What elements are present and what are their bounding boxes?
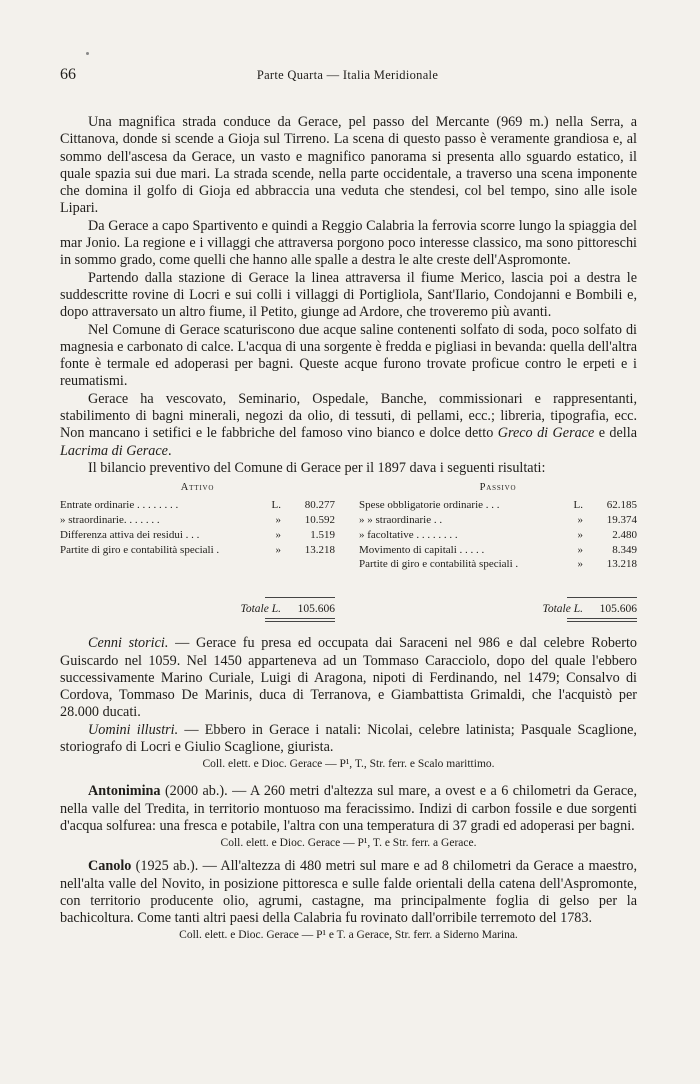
- passivo-heading: Passivo: [479, 482, 517, 494]
- section-lead: Uomini illustri.: [88, 721, 179, 738]
- gerace-info-line: Coll. elett. e Dioc. Gerace — P¹, T., Str. ferr. e Scalo marittimo.: [202, 758, 495, 771]
- attivo-total: Totale L. 105.606: [240, 603, 335, 616]
- antonimina-info-line: Coll. elett. e Dioc. Gerace — P¹, T. e Str. ferr. a Gerace.: [220, 837, 477, 850]
- paragraph-uomini-illustri: Uomini illustri. — Ebbero in Gerace i natali: Nicolai, celebre latinista; Pasquale Scaglione, storiografo di Locri e Giulio Scaglione, giurista.: [60, 721, 637, 756]
- passivo-row: Spese obbligatorie ordinarie . . . L. 62.185: [359, 499, 637, 512]
- section-lead: Cenni storici.: [88, 635, 169, 652]
- paragraph-ferrovia: Da Gerace a capo Spartivento e quindi a Reggio Calabria la ferrovia scorre lungo la spiaggia del mar Jonio. La regione e i villaggi che attraversa porgono poco interesse classico, ma sono pittoreschi in sommo grado, come quelli che hanno alle spalle a destra le alte creste dell'Aspromonte.: [60, 217, 637, 269]
- passivo-column: [359, 479, 637, 616]
- total-double-rule: [567, 618, 637, 622]
- attivo-heading: Attivo: [180, 482, 215, 494]
- passivo-row: » » straordinarie . . » 19.374: [359, 514, 637, 527]
- paragraph-acque: Nel Comune di Gerace scaturiscono due acque saline contenenti solfato di soda, poco solfato di magnesia e carbonato di calce. L'acqua di una sorgente è fredda e pigliasi in bevanda: quella dell'altra fonte è termale ed adoperasi per bagni. Queste acque furono trovate proficue contro le erpeti e i reumatismi.: [60, 321, 637, 390]
- wine-name-greco: Greco di Gerace: [497, 425, 595, 442]
- paragraph-strada: Una magnifica strada conduce da Gerace, pel passo del Mercante (969 m.) nella Serra, a Cittanova, donde si scende a Gioja sul Tirreno. La scena di questo passo è veramente grandiosa e, al sommo dell'ascesa da Gerace, un vasto e magnifico panorama si presenta allo sguardo estatico, il quale spazia sui due mari. La strada scende, nella parte occidentale, a traverso una scena imponente che domina il golfo di Gioja ed abbraccia una veduta che stendesi, col bel tempo, sino alle isole Lipari.: [60, 114, 637, 217]
- passivo-total: Totale L. 105.606: [542, 603, 637, 616]
- page-number: 66: [60, 66, 76, 83]
- entry-name: Canolo: [88, 858, 132, 875]
- passivo-row: Partite di giro e contabilità speciali . » 13.218: [359, 558, 637, 571]
- passivo-row: Movimento di capitali . . . . . » 8.349: [359, 543, 637, 556]
- attivo-column: [60, 479, 335, 616]
- attivo-row: Partite di giro e contabilità speciali . » 13.218: [60, 543, 335, 556]
- page-header: [60, 66, 635, 86]
- attivo-row: » straordinarie. . . . . . . » 10.592: [60, 514, 335, 527]
- wine-name-lacrima: Lacrima di Gerace: [60, 442, 168, 459]
- paragraph-stazione: Partendo dalla stazione di Gerace la linea attraversa il fiume Merico, lascia poi a destra le suddescritte rovine di Locri e sui colli i villaggi di Portigliola, Sant'Ilario, Condojanni e Bombili e, dopo attraversato un altro fiume, il Petito, giunge ad Ardore, che troveremo più avanti.: [60, 269, 637, 321]
- running-title: Parte Quarta — Italia Meridionale: [256, 68, 439, 82]
- paragraph-istituzioni: Gerace ha vescovato, Seminario, Ospedale, Banche, commissionari e rappresentanti, stabilimento di bagni minerali, negozi da olio, di tessuti, di pellami, ecc.; libreria, tipografia, ecc. Non mancano i setifici e le fabbriche del famoso vino bianco e dolce detto Greco di Gerace e della Lacrima di Gerace.: [60, 390, 637, 459]
- attivo-row: Entrate ordinarie . . . . . . . . L. 80.277: [60, 499, 335, 512]
- page-speck: [86, 52, 89, 55]
- attivo-row: Differenza attiva dei residui . . . » 1.519: [60, 528, 335, 541]
- total-double-rule: [265, 618, 335, 622]
- entry-name: Antonimina: [88, 783, 161, 800]
- page-body: [60, 114, 637, 950]
- passivo-row: » facoltative . . . . . . . . » 2.480: [359, 528, 637, 541]
- budget-table: [60, 479, 637, 629]
- entry-canolo: Canolo (1925 ab.). — All'altezza di 480 metri sul mare e ad 8 chilometri da Gerace a maestro, nell'alta valle del Novito, in posizione pittoresca e sulle falde orientali della catena dell'Aspromonte, con territorio producente olio, agrumi, castagne, ma principalmente foglia di gelso per la bachicoltura. Come tanti altri paesi della Calabria fu rovinato dall'orribile terremoto del 1783.: [60, 858, 637, 927]
- canolo-info-line: Coll. elett. e Dioc. Gerace — P¹ e T. a Gerace, Str. ferr. a Siderno Marina.: [179, 929, 518, 942]
- total-rule: [567, 597, 637, 598]
- paragraph-cenni-storici: Cenni storici. — Gerace fu presa ed occupata dai Saraceni nel 986 e dal celebre Roberto Guiscardo nel 1059. Nel 1450 apparteneva ad un Tommaso Caracciolo, dopo del quale l'ebbero successivamente Marino Curiale, Luigi di Aragona, nipoti di Ferdinando, nel 1479; Consalvo di Cordova, Tommaso De Marinis, duca di Terranova, e Giambattista Grimaldi, che l'acquistò per 28.000 ducati.: [60, 635, 637, 721]
- entry-antonimina: Antonimina (2000 ab.). — A 260 metri d'altezza sul mare, a ovest e a 6 chilometri da Gerace, nella valle del Tredita, in territorio montuoso ma feracissimo. Indizi di carbon fossile e due sorgenti d'acqua solfurea: una fresca e potabile, l'altra con una temperatura di 37 gradi ed adoperasi per bagni.: [60, 783, 637, 834]
- paragraph-bilancio: Il bilancio preventivo del Comune di Gerace per il 1897 dava i seguenti risultati:: [88, 459, 546, 476]
- total-rule: [265, 597, 335, 598]
